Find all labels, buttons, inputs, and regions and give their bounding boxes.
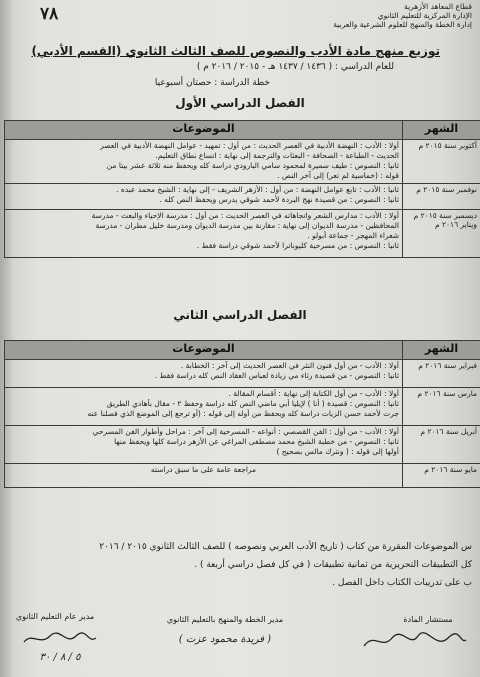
note-line: س الموضوعات المقررة من كتاب ( تاريخ الأدب العربي ونصوصه ) للصف الثالث الثانوي ٢٠١٥ / ٢٠١٦ xyxy=(99,542,472,552)
table-header-row xyxy=(5,121,480,140)
term2-schedule-table xyxy=(4,340,480,488)
month-column-header: الشهر xyxy=(403,121,480,140)
general-director-title: مدير عام التعليم الثانوي xyxy=(15,612,95,621)
table-row xyxy=(5,210,480,258)
topics-cell xyxy=(5,464,403,488)
month-cell: فبراير سنة ٢٠١٦ م xyxy=(403,360,480,388)
topic-line: ثانيا : النصوص : من قصيدة نهج البردة لأحمد شوقي يدرس ويحفظ النص كله . xyxy=(159,195,399,204)
signature-date: ٥ / ٨ / ٣٠ xyxy=(39,652,81,663)
month-column-header: الشهر xyxy=(403,341,480,360)
handwritten-signature xyxy=(20,628,100,654)
advisor-title: مستشار المادة xyxy=(403,615,453,624)
topic-line: مراجعة عامة على ما سبق دراسته xyxy=(150,465,257,474)
term1-schedule-table xyxy=(4,120,480,258)
topic-line: قوله : (خماسية لم تعر) إلى آخر النص . xyxy=(277,171,399,180)
topics-cell xyxy=(5,184,403,210)
topic-line: ثانيا : النصوص : من مسرحية كليوباترا لأحمد شوقي دراسة فقط . xyxy=(196,241,399,250)
topics-column-header: الموضوعات xyxy=(5,121,403,140)
topic-line: شعراء المهجر - جماعة أبولو . xyxy=(307,231,399,240)
header-line: الإدارة المركزية للتعليم الثانوي xyxy=(377,11,472,20)
topics-cell xyxy=(5,140,403,184)
table-row xyxy=(5,140,480,184)
month-cell: أكتوبر سنة ٢٠١٥ م xyxy=(403,140,480,184)
table-row xyxy=(5,184,480,210)
topic-line: أولا : الأدب - من أول الكتابة إلى نهاية : أقسام المقالة . xyxy=(228,389,399,398)
topic-line: الحديث - الطباعة - الصحافة - البعثات والترجمة إلى نهاية : اتساع نطاق التعليم. xyxy=(155,151,399,160)
handwritten-signature xyxy=(360,628,470,658)
topic-line: المحافظين - مدرسة الديوان إلى نهاية : مقارنة بين مدرسة الديوان ومدرسة خليل مطران - مدرسة xyxy=(95,221,399,230)
topic-line: أولا : الأدب - من أول : الفن القصصي : أنواعه - المسرحية إلى آخر : مراحل وأطوار الفن المسرحي xyxy=(92,427,399,436)
month-cell: نوفمبر سنة ٢٠١٥ م xyxy=(403,184,480,210)
note-line: ب على تدريبات الكتاب داخل الفصل . xyxy=(332,578,472,588)
plan-director-title: مدير الخطة والمنهج بالتعليم الثانوي xyxy=(166,615,284,624)
topic-line: أولا : الأدب : النهضة الأدبية في العصر الحديث : من أول : تمهيد - عوامل النهضة الأدبية في العصر xyxy=(100,141,399,150)
term1-title: الفصل الدراسي الأول xyxy=(175,96,305,110)
table-row xyxy=(5,388,480,426)
page-shadow xyxy=(0,0,14,677)
topic-line: ثانيا : النصوص : طيف سميرة لمحمود سامي البارودي دراسة كله ويحفظ منه ثلاثة عشر بيتا من xyxy=(106,161,399,170)
document-number: ٧٨ xyxy=(40,4,59,24)
topics-cell xyxy=(5,426,403,464)
institution-header xyxy=(333,2,472,29)
topic-line: ثانيا : النصوص - من خطبة الشيخ محمد مصطفى المراغي عن الأزهر دراسة كلها ويحفظ منها xyxy=(114,437,399,446)
term2-title: الفصل الدراسي الثاني xyxy=(173,308,307,322)
month-cell: مارس سنة ٢٠١٦ م xyxy=(403,388,480,426)
topics-cell xyxy=(5,210,403,258)
note-line: كل التطبيقات التحريرية من ثمانية تطبيقات ( في كل فصل دراسي أربعة ) . xyxy=(194,560,472,570)
table-header-row xyxy=(5,341,480,360)
month-cell: مايو سنة ٢٠١٦ م xyxy=(403,464,480,488)
topics-cell xyxy=(5,360,403,388)
topics-column-header: الموضوعات xyxy=(5,341,403,360)
header-line: إدارة الخطة والمنهج للعلوم الشرعية والعربية xyxy=(333,20,472,29)
topic-line: ثانيا : النصوص : قصيدة ( أنا ) لإيليا أبي ماضي النص كله دراسة وحفظ ٢ - مقال بأهادي الطريق xyxy=(106,399,399,408)
table-row xyxy=(5,360,480,388)
month-cell: ديسمبر سنة ٢٠١٥ م ويناير ٢٠١٦ م xyxy=(403,210,480,258)
topic-line: ثانيا : الأدب : تابع عوامل النهضة : من أول : الأزهر الشريف - إلى نهاية : الشيخ محمد عبده . xyxy=(116,185,399,194)
topic-line: أولا : الأدب : مدارس الشعر واتجاهاته في العصر الحديث : من أول : مدرسة الإحياء والبعث - مدرسة xyxy=(91,211,399,220)
plan-director-signature: ( فريدة محمود عزت ) xyxy=(178,634,272,645)
topic-line: أولها إلى قوله : ( ونترك مالس بصحيح ) xyxy=(276,447,399,456)
academic-year: للعام الدراسي : ( ١٤٣٦ / ١٤٣٧ هـ - ٢٠١٥ / ٢٠١٦ م ) xyxy=(196,62,394,72)
month-cell: أبريل سنة ٢٠١٦ م xyxy=(403,426,480,464)
header-line: قطاع المعاهد الأزهرية xyxy=(404,2,472,11)
topic-line: جرت لأحمد حسن الزيات دراسة كله ويحفظ من أوله إلى قوله : (أو ترجع إلى الموضع الذي فصلنا عنه xyxy=(87,409,399,418)
document-title: توزيع منهج مادة الأدب والنصوص للصف الثالث الثانوي (القسم الأدبي) xyxy=(31,44,440,58)
topics-cell xyxy=(5,388,403,426)
study-plan: خطة الدراسة : حصتان أسبوعيا xyxy=(154,78,270,88)
table-row xyxy=(5,464,480,488)
table-row xyxy=(5,426,480,464)
topic-line: أولا : الأدب - من أول فنون النثر في العصر الحديث إلى آخر : الخطابة . xyxy=(180,361,399,370)
topic-line: ثانيا : النصوص - من قصيدة رثاء مي زيادة لعباس العقاد النص كله دراسة فقط . xyxy=(154,371,399,380)
